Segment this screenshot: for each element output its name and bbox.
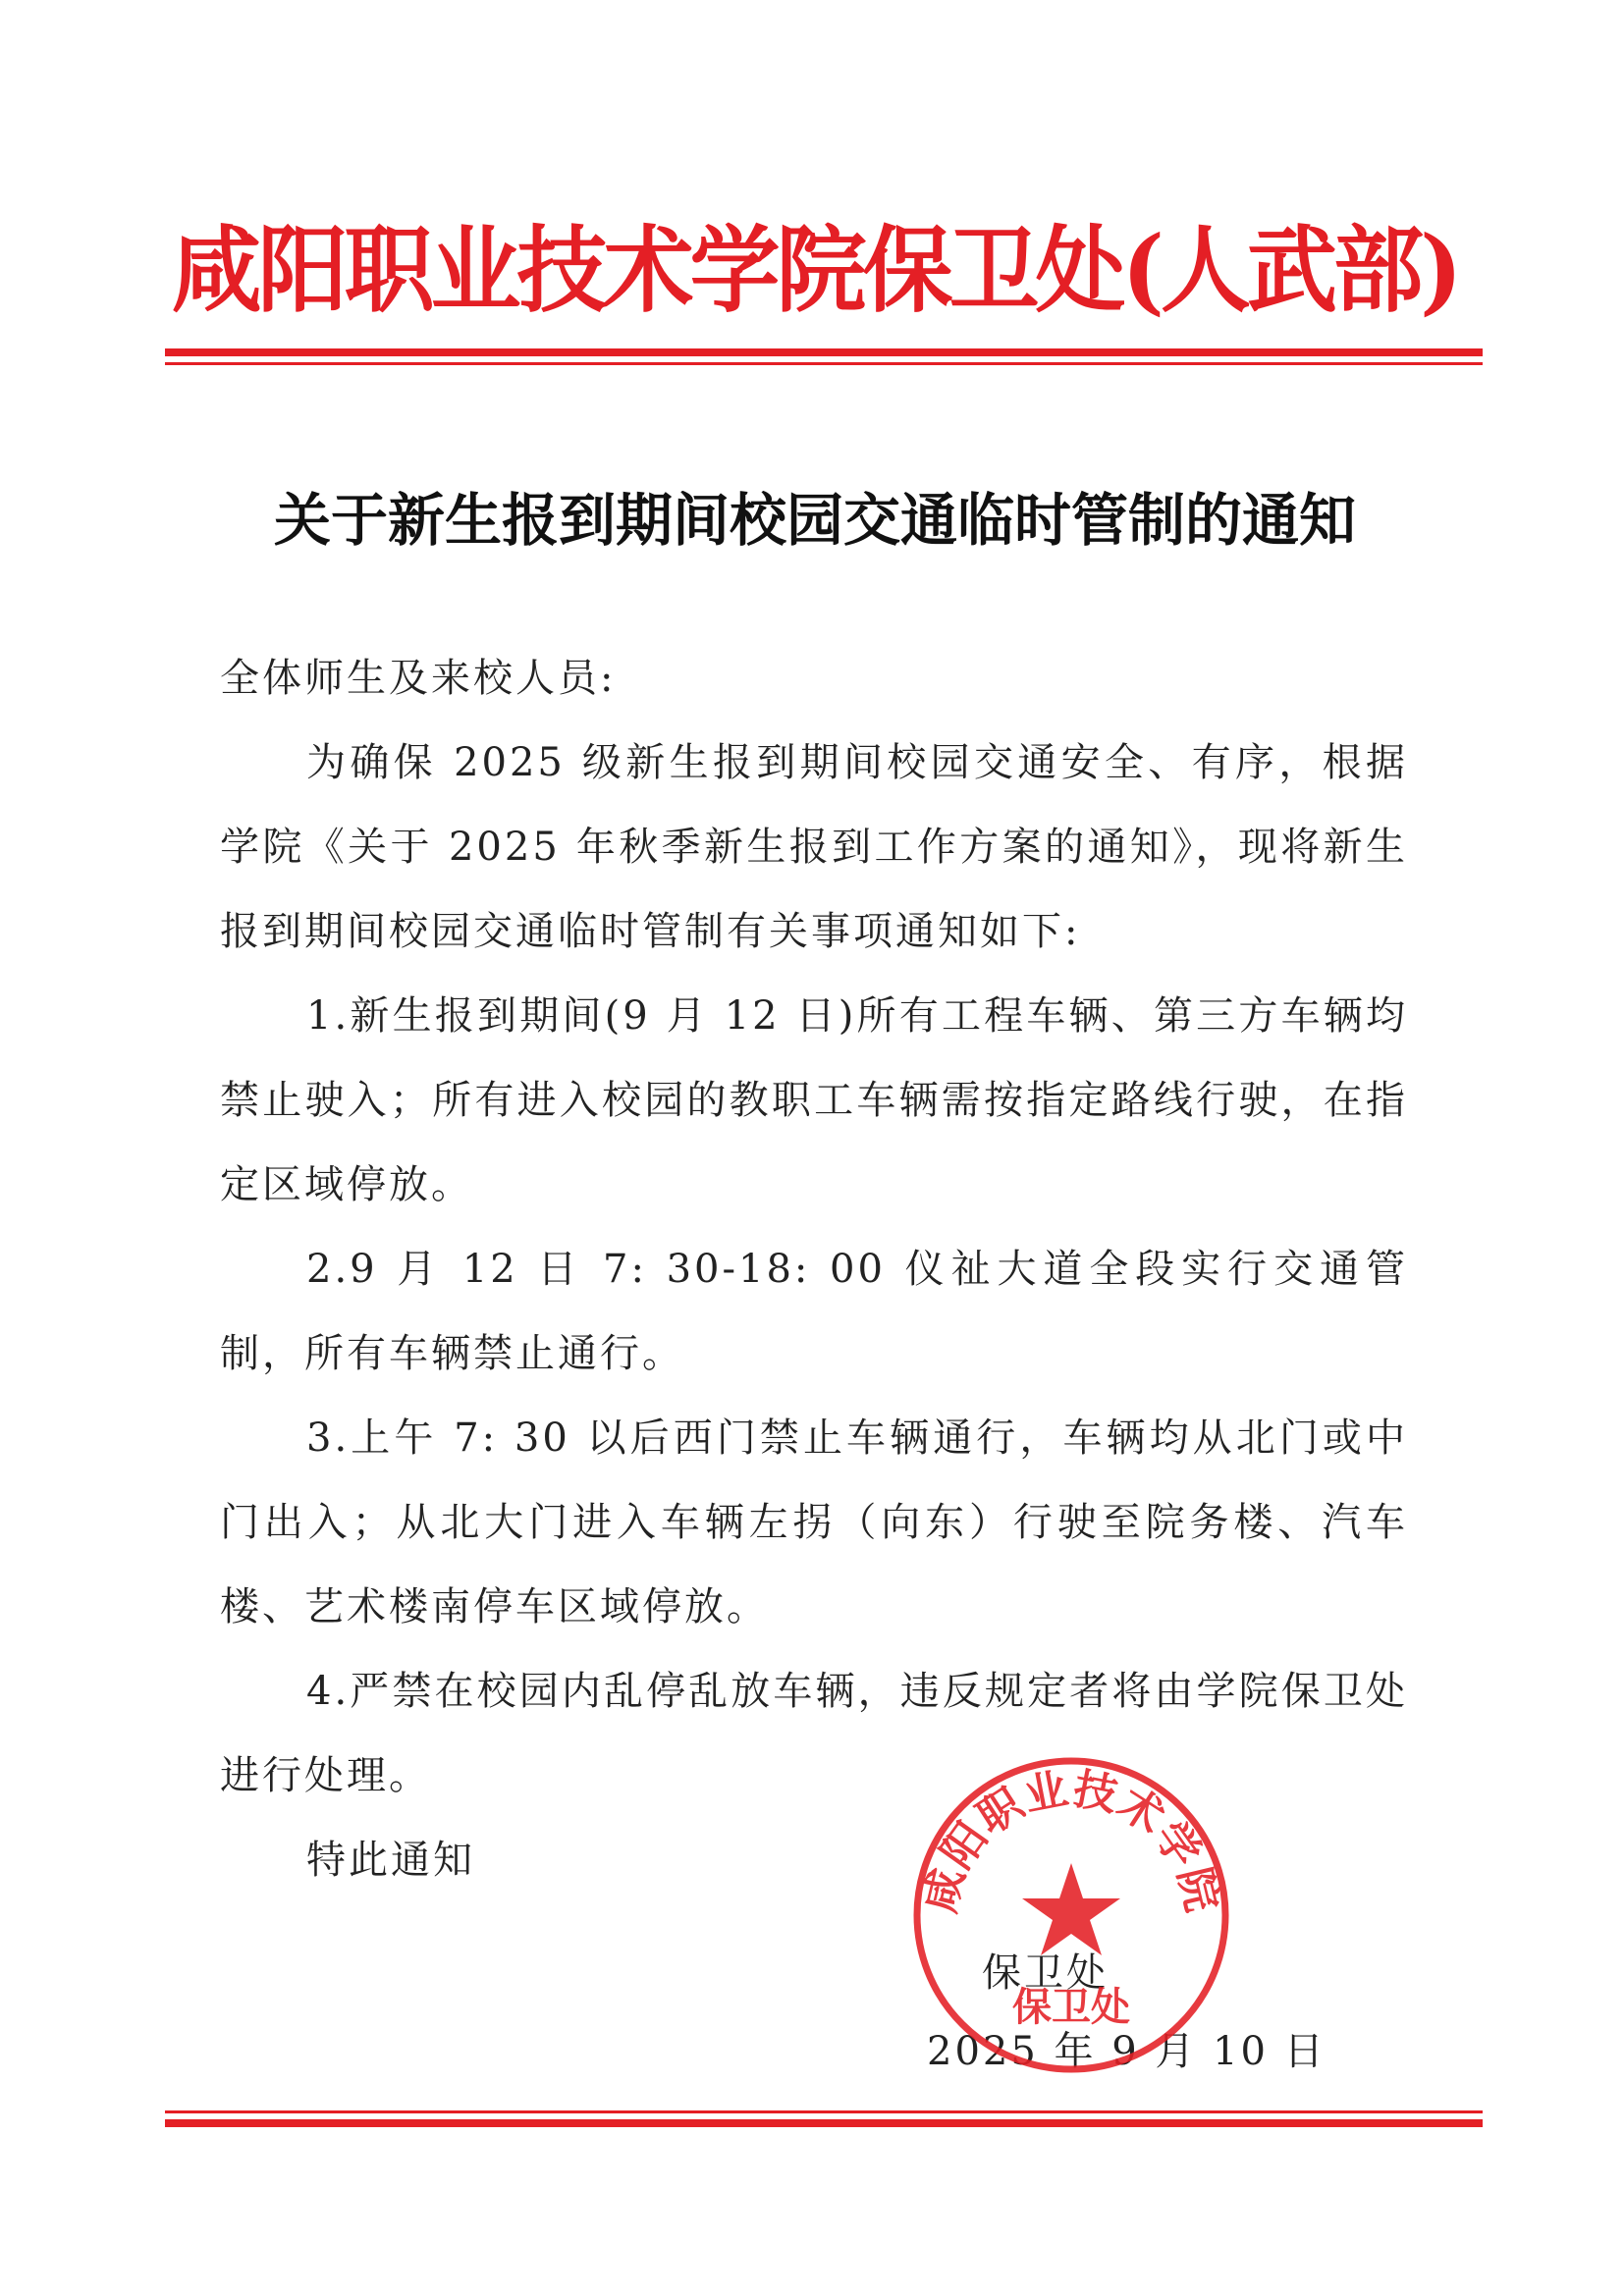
seal-bottom-text: 保卫处: [1012, 1984, 1130, 2030]
salutation: 全体师生及来校人员:: [220, 656, 617, 701]
paragraph-item-1: 1.新生报到期间(9 月 12 日)所有工程车辆、第三方车辆均禁止驶入；所有进入校园的教职工车辆需按指定路线行驶，在指定区域停放。: [220, 993, 1408, 1207]
document-body: [220, 636, 1408, 1902]
paragraph-item-2: 2.9 月 12 日 7: 30-18: 00 仪祉大道全段实行交通管制，所有车辆禁止通行。: [220, 1247, 1408, 1376]
letterhead-divider-thick: [165, 348, 1483, 356]
paragraph-item-4: 4.严禁在校园内乱停乱放车辆，违反规定者将由学院保卫处进行处理。: [220, 1669, 1408, 1798]
footer-divider-thin: [165, 2110, 1483, 2113]
signature-date: 2025 年 9 月 10 日: [927, 2029, 1326, 2074]
footer-divider: [165, 2110, 1483, 2127]
closing: 特此通知: [306, 1838, 475, 1883]
paragraph-intro: 为确保 2025 级新生报到期间校园交通安全、有序，根据学院《关于 2025 年秋季新生报到工作方案的通知》，现将新生报到期间校园交通临时管制有关事项通知如下:: [220, 740, 1408, 954]
signature-issuer: 保卫处: [982, 1950, 1109, 1996]
letterhead-title: 咸阳职业技术学院保卫处(人武部): [171, 214, 1459, 326]
seal-arc-text: 咸阳职业技术学院: [915, 1763, 1227, 1918]
official-seal: [911, 1755, 1231, 2075]
document-title: 关于新生报到期间校园交通临时管制的通知: [273, 487, 1356, 554]
star-icon: [1022, 1863, 1120, 1955]
letterhead-divider-thin: [165, 362, 1483, 365]
footer-divider-thick: [165, 2119, 1483, 2127]
letterhead-divider: [165, 348, 1483, 365]
paragraph-item-3: 3.上午 7: 30 以后西门禁止车辆通行，车辆均从北门或中门出入；从北大门进入车辆左拐（向东）行驶至院务楼、汽车楼、艺术楼南停车区域停放。: [220, 1415, 1408, 1629]
